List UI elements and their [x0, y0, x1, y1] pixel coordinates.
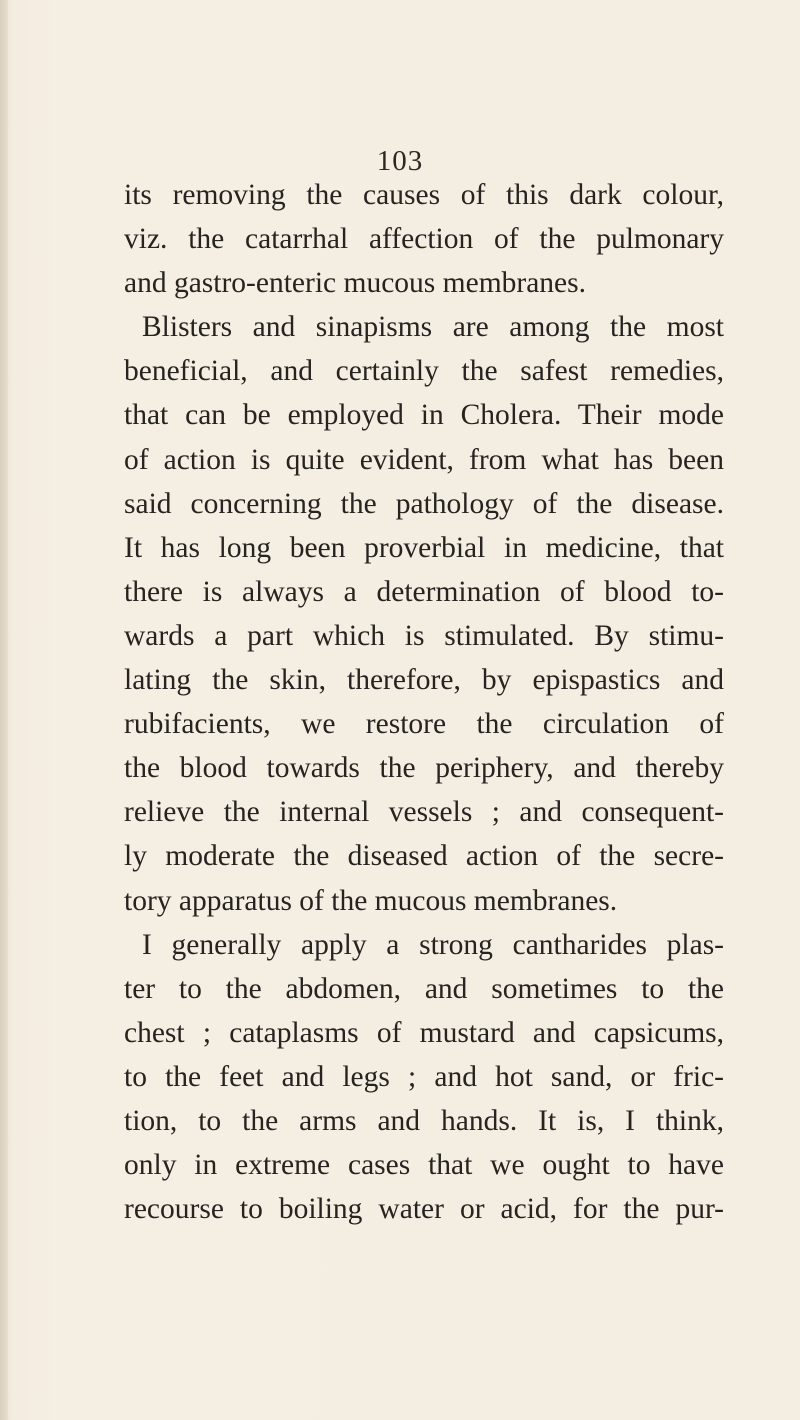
text-line: that can be employed in Cholera. Their mode: [124, 399, 724, 432]
text-line: ter to the abdomen, and sometimes to the: [124, 972, 724, 1005]
text-line: relieve the internal vessels ; and consequent-: [124, 796, 724, 829]
text-line: lating the skin, therefore, by epispastics and: [124, 664, 724, 697]
body-text: [124, 173, 724, 1231]
text-line: wards a part which is stimulated. By stimu-: [124, 619, 724, 652]
text-line: to the feet and legs ; and hot sand, or fric-: [124, 1060, 724, 1093]
text-line: It has long been proverbial in medicine, that: [124, 531, 724, 564]
text-line: tory apparatus of the mucous membranes.: [124, 884, 618, 917]
page-binding-edge: [0, 0, 8, 1420]
text-line: only in extreme cases that we ought to have: [124, 1149, 724, 1182]
text-line: Blisters and sinapisms are among the most: [142, 311, 724, 344]
text-line: of action is quite evident, from what has been: [124, 443, 724, 476]
text-line: and gastro-enteric mucous membranes.: [124, 267, 587, 300]
text-line: the blood towards the periphery, and thereby: [124, 752, 724, 785]
text-line: rubifacients, we restore the circulation of: [124, 708, 724, 741]
text-line: there is always a determination of blood to-: [124, 575, 724, 608]
text-line: viz. the catarrhal affection of the pulmonary: [124, 223, 724, 256]
text-line: I generally apply a strong cantharides plas-: [142, 928, 724, 961]
text-line: its removing the causes of this dark colour,: [124, 179, 724, 211]
text-line: ly moderate the diseased action of the secre-: [124, 840, 724, 873]
text-line: chest ; cataplasms of mustard and capsicums,: [124, 1016, 724, 1049]
text-line: recourse to boiling water or acid, for the pur-: [124, 1193, 724, 1226]
text-line: tion, to the arms and hands. It is, I think,: [124, 1104, 724, 1137]
page-number: 103: [376, 145, 424, 177]
text-line: beneficial, and certainly the safest remedies,: [124, 355, 724, 388]
text-line: said concerning the pathology of the disease.: [124, 487, 724, 520]
